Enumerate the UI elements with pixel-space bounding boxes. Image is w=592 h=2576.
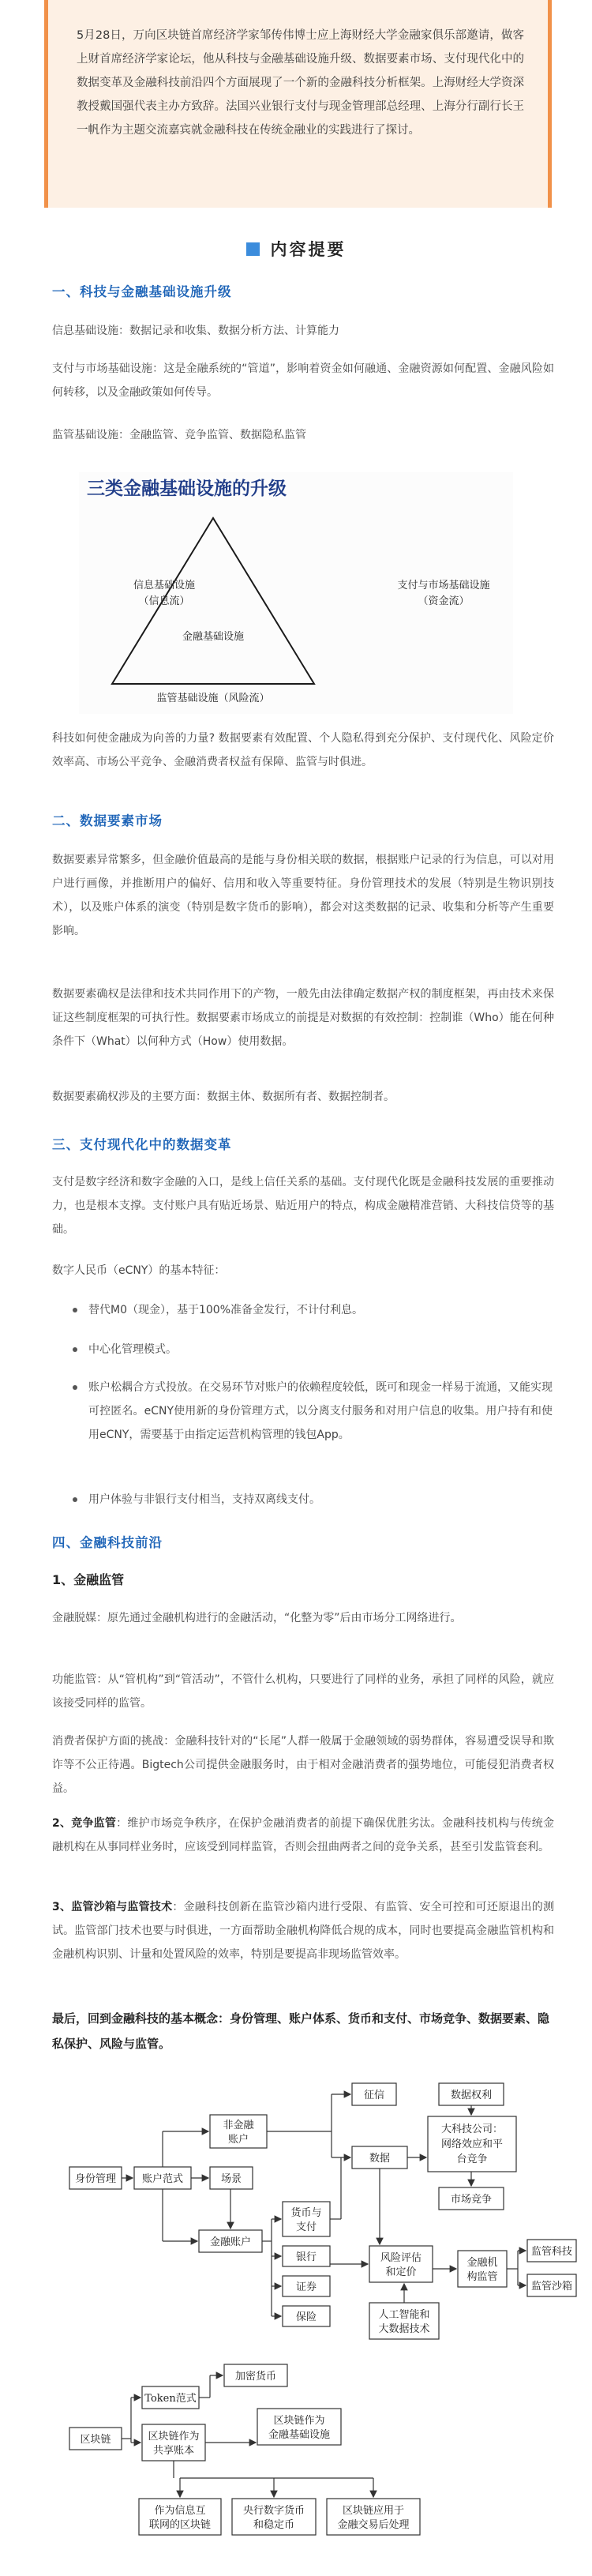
currency-label-2: 支付: [295, 2221, 317, 2233]
list-item: 中心化管理模式。: [69, 1338, 553, 1361]
square-icon: [246, 242, 260, 256]
info-infra-label: 信息基础设施: [133, 580, 196, 591]
section-heading-3: 三、支付现代化中的数据变革: [52, 1137, 232, 1152]
shared-label-1: 区块链作为: [148, 2431, 200, 2443]
infra-label-1: 区块链作为: [273, 2415, 325, 2427]
bigtech-label-2: 网络效应和平: [440, 2139, 504, 2150]
bigtech-label-3: 台竞争: [456, 2154, 488, 2165]
reg-infra-label: 监管基础设施（风险流）: [156, 693, 270, 704]
list-item: 用户体验与非银行支付相当，支持双离线支付。: [69, 1488, 553, 1511]
insurance-label: 保险: [295, 2311, 317, 2323]
summary-title-text: 内容提要: [270, 240, 347, 259]
cbdc-label-1: 央行数字货币: [242, 2505, 305, 2517]
fintech-framework-diagram: [63, 2067, 584, 2531]
paragraph: 科技如何使金融成为向善的力量? 数据要素有效配置、个人隐私得到充分保护、支付现代化、风险定价效率高、市场公平竞争、金融消费者权益有保障、监管与时俱进。: [52, 732, 554, 768]
nonfin-label-1: 非金融: [223, 2120, 254, 2131]
paragraph: 信息基础设施：数据记录和收集、数据分析方法、计算能力: [52, 325, 339, 337]
infra-label-2: 金融基础设施: [268, 2429, 331, 2441]
paragraph: 功能监管：从“管机构”到“管活动”，不管什么机构，只要进行了同样的业务，承担了同样的风险，就应该接受同样的监管。: [52, 1673, 554, 1710]
paragraph: 数据要素异常繁多，但金融价值最高的是能与身份相关联的数据，根据账户记录的行为信息，可以对用户进行画像，并推断用户的偏好、信用和收入等重要特征。身份管理技术的发展（特别是生物识别技术），以及账户体系的演变（特别是数字货币的影响），都会对这类数据的记录、收集和分析等产生重要影响。: [52, 854, 554, 937]
paragraph: 支付是数字经济和数字金融的入口，是线上信任关系的基础。支付现代化既是金融科技发展的重要推动力，也是根本支撑。支付账户具有贴近场景、贴近用户的特点，构成金融精准营销、大科技信贷等的基础。: [52, 1176, 554, 1236]
summary-title: [0, 237, 592, 261]
identity-label: 身份管理: [74, 2173, 117, 2185]
final-summary: 最后，回到金融科技的基本概念：身份管理、账户体系、货币和支付、市场竞争、数据要素、隐私保护、风险与监管。: [52, 2011, 550, 2051]
paragraph: 监管基础设施：金融监管、竞争监管、数据隐私监管: [52, 429, 306, 441]
infrastructure-triangle-diagram: [79, 472, 513, 714]
market-comp-label: 市场竞争: [450, 2194, 493, 2206]
competition-text: ：维护市场竞争秩序，在保护金融消费者的前提下确保优胜劣汰。金融科技机构与传统金融机构在从事同样业务时，应该受到同样监管，否则会扭曲两者之间的竞争关系，甚至引发监管套利。: [52, 1817, 554, 1853]
shared-label-2: 共享账本: [152, 2445, 195, 2457]
section-heading-2: 二、数据要素市场: [52, 813, 163, 828]
risk-label-1: 风险评估: [380, 2252, 422, 2264]
fin-infra-center-label: 金融基础设施: [182, 631, 245, 643]
paragraph-sandbox: [52, 1895, 554, 1966]
paragraph: 数字人民币（eCNY）的基本特征：: [52, 1264, 226, 1277]
subheading-regulation: 1、金融监管: [52, 1572, 125, 1587]
ai-label-2: 大数据技术: [378, 2323, 430, 2335]
intro-box: [44, 0, 552, 208]
paragraph: 数据要素确权是法律和技术共同作用下的产物，一般先由法律确定数据产权的制度框架，再由技术来保证这些制度框架的可执行性。数据要素市场成立的前提是对数据的有效控制：控制谁（Who）能在何种条件下（What）以何种方式（How）使用数据。: [52, 988, 554, 1048]
risk-label-2: 和定价: [385, 2266, 417, 2278]
cbdc-label-2: 和稳定币: [253, 2519, 295, 2531]
blockchain-label: 区块链: [80, 2434, 111, 2446]
paragraph: 数据要素确权涉及的主要方面：数据主体、数据所有者、数据控制者。: [52, 1091, 395, 1103]
ai-label-1: 人工智能和: [378, 2309, 430, 2321]
settle-label-1: 区块链应用于: [342, 2505, 405, 2517]
fin-inst-label-2: 构监管: [466, 2271, 498, 2283]
securities-label: 证券: [295, 2281, 317, 2293]
paragraph: 金融脱媒：原先通过金融机构进行的金融活动，“化整为零”后由市场分工网络进行。: [52, 1612, 462, 1624]
intro-text: 5月28日，万向区块链首席经济学家邹传伟博士应上海财经大学金融家俱乐部邀请，做客上财首席经济学家论坛，他从科技与金融基础设施升级、数据要素市场、支付现代化中的数据变革及金融科技前沿四个方面展现了一个新的金融科技分析框架。上海财经大学资深教授戴国强代表主办方致辞。法国兴业银行支付与现金管理部总经理、上海分行副行长王一帆作为主题交流嘉宾就金融科技在传统金融业的实践进行了探讨。: [77, 29, 524, 137]
paragraph-competition: [52, 1812, 554, 1859]
scene-label: 场景: [220, 2173, 242, 2185]
diagram-title: 三类金融基础设施的升级: [87, 479, 287, 499]
sandbox-text: ：金融科技创新在监管沙箱内进行受限、有监管、安全可控和可还原退出的测试。监管部门技术也要与时俱进，一方面帮助金融机构降低合规的成本，同时也要提高金融监管机构和金融机构识别、计量和处置风险的效率，特别是要提高非现场监管效率。: [52, 1901, 554, 1961]
paragraph: 消费者保护方面的挑战：金融科技针对的“长尾”人群一般属于金融领域的弱势群体，容易遭受误导和欺诈等不公正待遇。Bigtech公司提供金融服务时，由于相对金融消费者的强势地位，可能侵犯消费者权益。: [52, 1735, 554, 1795]
paragraph: 支付与市场基础设施：这是金融系统的“管道”，影响着资金如何融通、金融资源如何配置、金融风险如何转移，以及金融政策如何传导。: [52, 362, 554, 399]
nonfin-label-2: 账户: [227, 2134, 249, 2146]
info-flow-label: （信息流）: [138, 595, 190, 607]
fund-flow-label: （资金流）: [418, 595, 470, 607]
trust-label-1: 作为信息互: [154, 2505, 206, 2517]
currency-label-1: 货币与: [290, 2207, 322, 2219]
trust-label-2: 联网的区块链: [148, 2519, 212, 2531]
competition-heading: 2、竞争监管: [52, 1817, 117, 1830]
section-heading-4: 四、金融科技前沿: [52, 1535, 163, 1550]
credit-label: 征信: [363, 2090, 385, 2101]
list-item: 替代M0（现金），基于100%准备金发行，不计付利息。: [69, 1298, 553, 1322]
sandbox-heading: 3、监管沙箱与监管技术: [52, 1901, 173, 1913]
account-label: 账户范式: [141, 2173, 184, 2185]
bigtech-label-1: 大科技公司：: [440, 2124, 504, 2135]
data-label: 数据: [369, 2153, 391, 2165]
sandbox-label: 监管沙箱: [530, 2281, 573, 2292]
bank-label: 银行: [295, 2251, 317, 2263]
fin-account-label: 金融账户: [209, 2236, 252, 2248]
token-label: Token范式: [144, 2393, 197, 2405]
data-rights-label: 数据权利: [450, 2090, 493, 2101]
settle-label-2: 金融交易后处理: [337, 2519, 410, 2531]
regtech-label: 监管科技: [530, 2246, 573, 2258]
crypto-label: 加密货币: [234, 2371, 277, 2383]
payment-infra-label: 支付与市场基础设施: [397, 580, 490, 591]
section-heading-1: 一、科技与金融基础设施升级: [52, 284, 232, 299]
fin-inst-label-1: 金融机: [466, 2257, 498, 2269]
list-item: 账户松耦合方式投放。在交易环节对账户的依赖程度较低，既可和现金一样易于流通，又能实现可控匿名。eCNY使用新的身份管理方式，以分离支付服务和对用户信息的收集。用户持有和使用eCNY，需要基于由指定运营机构管理的钱包App。: [69, 1376, 553, 1447]
